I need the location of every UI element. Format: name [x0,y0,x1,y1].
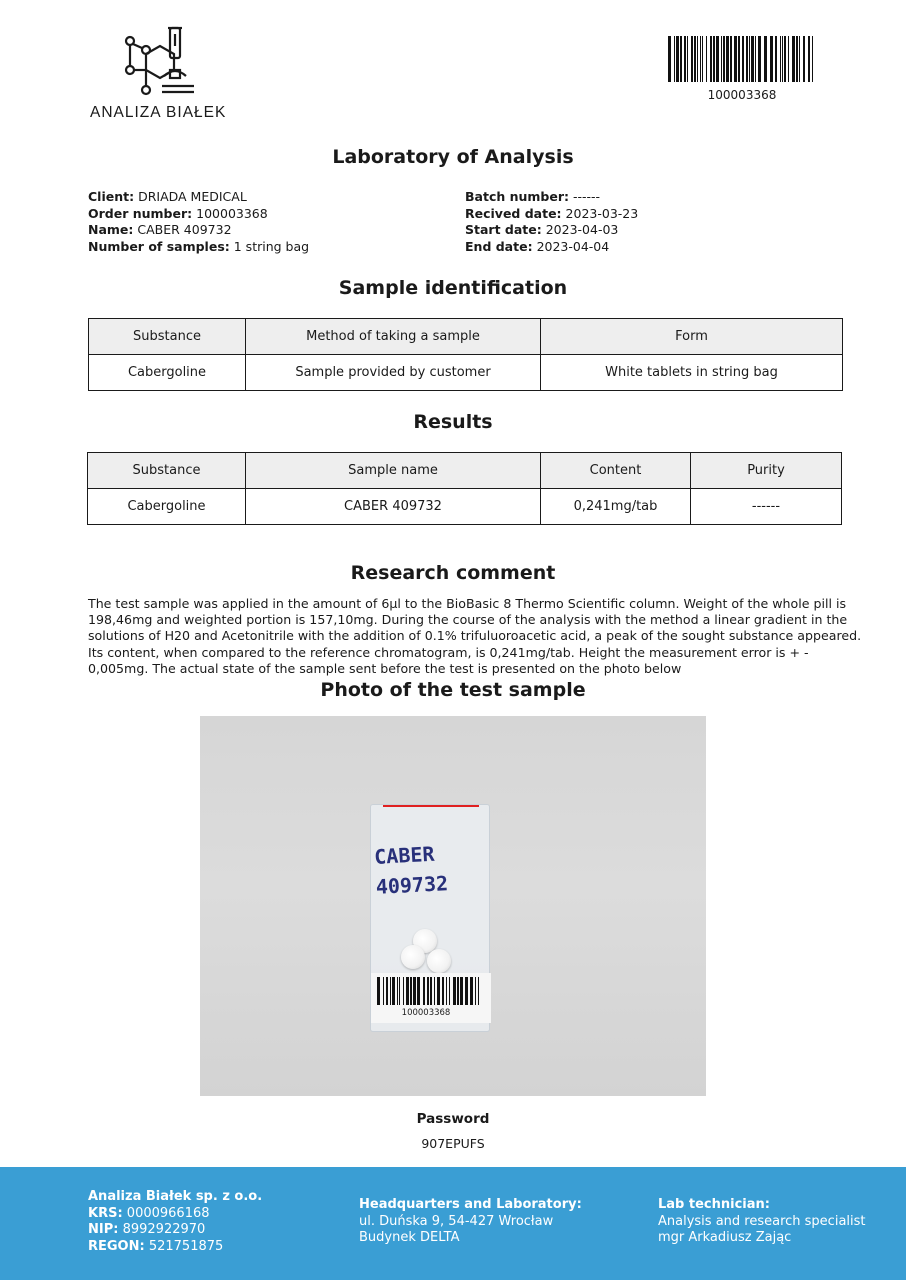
field-label: Number of samples: [88,238,230,254]
logo-text: ANALIZA BIAŁEK [90,104,227,121]
end-date-row [465,239,638,256]
nip-value: 8992922970 [122,1222,206,1237]
field-label: Start date: [465,222,542,237]
field-value: DRIADA MEDICAL [138,189,247,204]
table-header-row [88,453,842,489]
column-header: Content [541,453,691,489]
barcode-number: 100003368 [707,88,777,102]
company-logo [88,26,238,122]
column-header: Form [541,319,843,355]
name-row [88,222,309,239]
results-heading: Results [413,411,493,433]
column-header: Purity [691,453,842,489]
field-value: ------ [573,189,601,204]
barcode-icon [668,36,816,82]
tablet [401,945,425,969]
field-value: 100003368 [196,205,268,221]
molecule-flask-icon [122,26,202,98]
table-cell: Sample provided by customer [246,355,541,391]
field-label: End date: [465,238,533,254]
start-date-row [465,222,638,239]
bag-handwriting [374,836,489,902]
table-cell: Cabergoline [89,355,246,391]
string-bag [370,804,490,1032]
table-header-row [89,319,843,355]
table-row [89,355,843,391]
field-label: Recived date: [465,205,562,221]
results-table [87,452,842,525]
footer-technician [658,1197,866,1247]
client-info-left [88,189,309,255]
field-label: Batch number: [465,189,570,204]
hq-label: Headquarters and Laboratory: [359,1197,582,1212]
column-header: Substance [88,453,246,489]
field-value: 2023-04-04 [536,238,610,254]
column-header: Method of taking a sample [246,319,541,355]
table-row [88,489,842,525]
bag-barcode-label [371,973,491,1023]
column-header: Sample name [246,453,541,489]
sample-identification-table [88,318,843,391]
tablet [427,949,451,973]
hq-building: Budynek DELTA [359,1230,460,1245]
table-cell: CABER 409732 [246,489,541,525]
batch-number-row [465,189,638,206]
footer-company [88,1189,262,1255]
field-value: 2023-04-03 [545,222,619,237]
field-label: Client: [88,189,135,204]
regon-value: 521751875 [148,1238,224,1254]
bag-text-line: 409732 [375,871,449,899]
table-cell: 0,241mg/tab [541,489,691,525]
technician-label: Lab technician: [658,1197,770,1212]
table-cell: ------ [691,489,842,525]
client-row [88,189,309,206]
hq-address: ul. Duńska 9, 54-427 Wrocław [359,1213,554,1229]
field-label: Order number: [88,205,193,221]
bag-text-line: CABER [373,841,436,869]
research-comment-text: The test sample was applied in the amount of 6µl to the BioBasic 8 Thermo Scientific column. Weight of the whole pill is 198,46mg and weighted portion is 157,10mg. During the course of the analysis with the method a linear gradient in the solutions of H20 and Acetonitrile with the addition of 0.1% trifuluoroacetic acid, a peak of the sought substance appeared. Its content, when compared to the reference chromatogram, is 0,241mg/tab. Height the measurement error is + - 0,005mg. The actual state of the sample sent before the test is presented on the photo below [88,596,862,676]
password-label: Password [416,1111,490,1127]
nip-label: NIP: [88,1222,119,1237]
table-cell: White tablets in string bag [541,355,843,391]
krs-value: 0000966168 [126,1205,210,1221]
photo-heading: Photo of the test sample [320,679,586,701]
order-number-row [88,206,309,223]
received-date-row [465,206,638,223]
table-cell: Cabergoline [88,489,246,525]
samples-row [88,239,309,256]
field-value: 2023-03-23 [565,205,639,221]
technician-name: mgr Arkadiusz Zając [658,1230,792,1245]
krs-label: KRS: [88,1205,123,1221]
client-info-right [465,189,638,255]
regon-label: REGON: [88,1238,145,1254]
barcode-icon [377,977,479,1005]
column-header: Substance [89,319,246,355]
bag-barcode-number: 100003368 [401,1008,451,1018]
company-name: Analiza Białek sp. z o.o. [88,1189,263,1204]
sample-photo [200,716,706,1096]
bag-seal [383,805,479,807]
field-value: 1 string bag [233,238,310,254]
field-value: CABER 409732 [137,222,232,237]
page-title: Laboratory of Analysis [332,146,574,168]
footer-headquarters [359,1197,582,1247]
sample-identification-heading: Sample identification [338,277,568,299]
password-value: 907EPUFS [421,1136,485,1151]
technician-role: Analysis and research specialist [658,1213,866,1229]
research-comment-heading: Research comment [350,562,556,584]
footer [0,1167,906,1280]
field-label: Name: [88,222,134,237]
